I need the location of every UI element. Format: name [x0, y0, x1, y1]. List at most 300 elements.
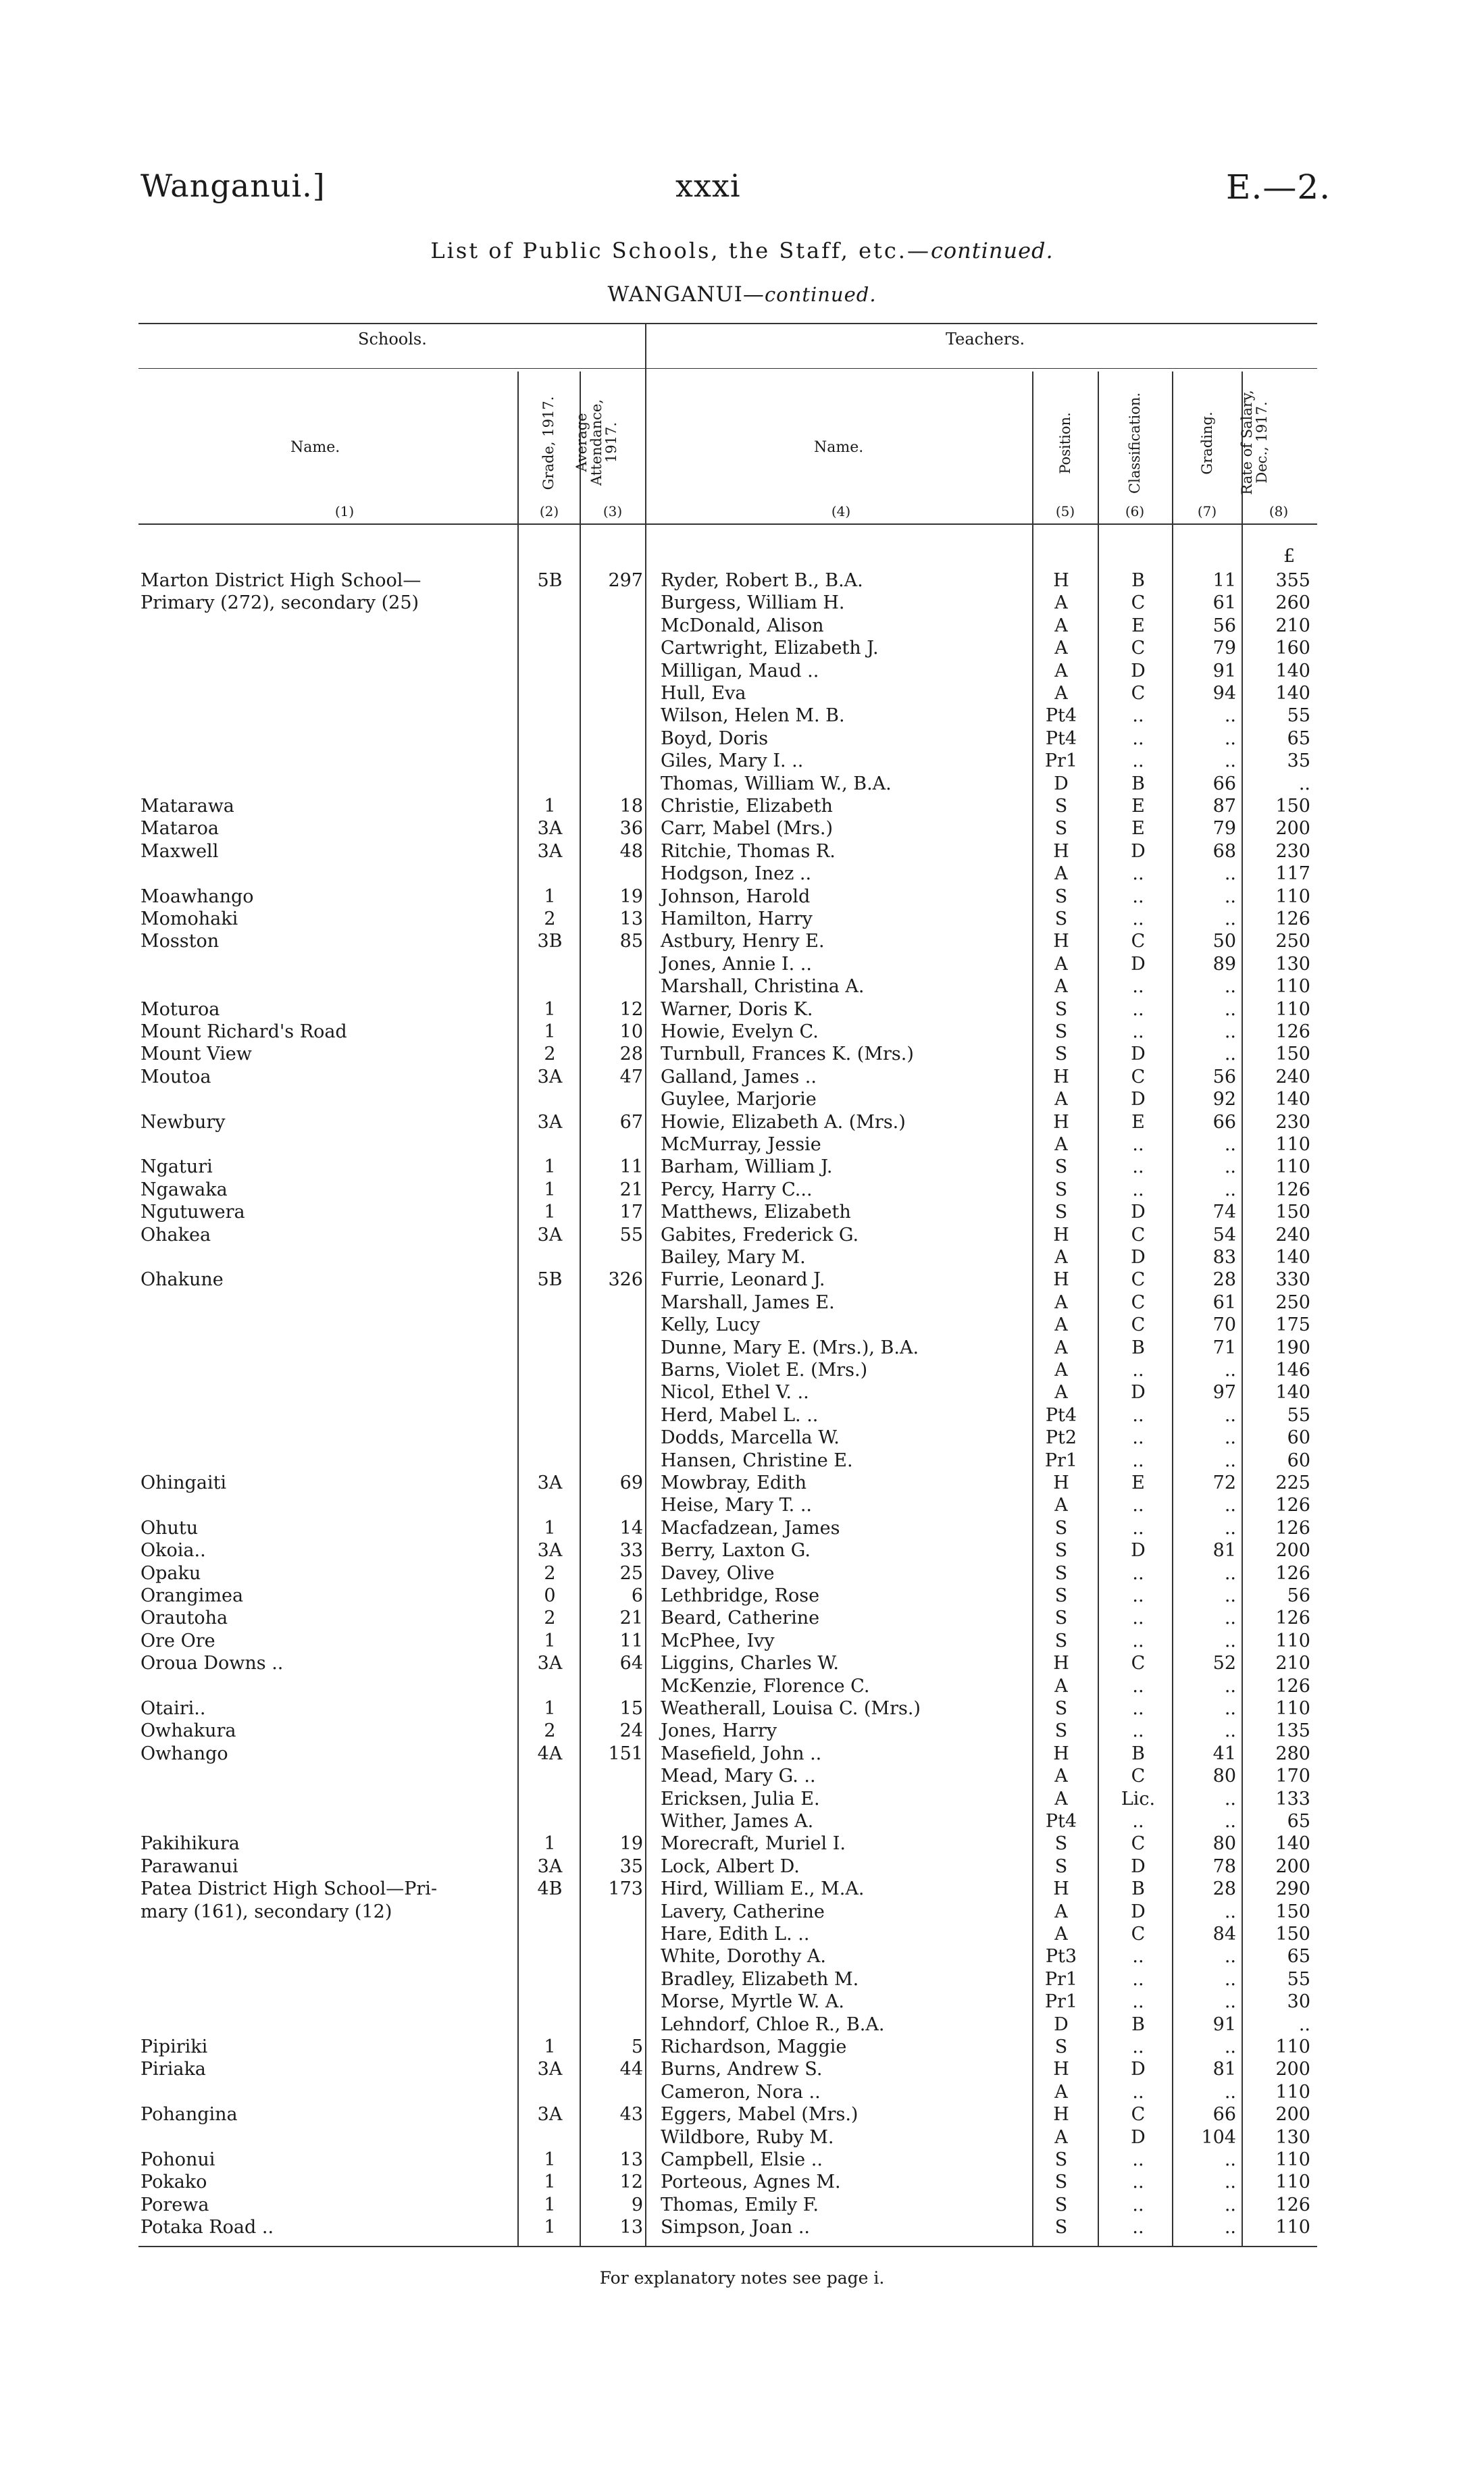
table-bottom-rule [138, 2246, 1317, 2247]
position-cell: S [1054, 1855, 1068, 1877]
grading-cell: .. [1224, 2036, 1236, 2057]
table-row [0, 2103, 1484, 2126]
salary-cell: 60 [1287, 1449, 1310, 1471]
table-row [0, 1539, 1484, 1562]
school-cell: Maxwell [140, 840, 219, 862]
grading-cell: 50 [1212, 931, 1236, 952]
salary-cell: 330 [1275, 1269, 1310, 1291]
teacher-name-cell: Bailey, Mary M. [661, 1247, 806, 1268]
table-row [0, 2149, 1484, 2171]
grading-cell: 80 [1212, 1833, 1236, 1855]
position-cell: S [1054, 1630, 1068, 1651]
classification-cell: .. [1132, 908, 1144, 929]
position-cell: S [1054, 1179, 1068, 1200]
table-row [0, 1901, 1484, 1923]
attendance-cell: 11 [619, 1156, 643, 1178]
salary-cell: 110 [1275, 976, 1310, 998]
classification-cell: D [1131, 1044, 1146, 1065]
position-cell: Pt4 [1045, 727, 1077, 749]
position-cell: H [1053, 1653, 1069, 1674]
table-row [0, 886, 1484, 908]
table-row [0, 1066, 1484, 1088]
teacher-name-cell: Christie, Elizabeth [661, 796, 833, 817]
school-cell: Parawanui [140, 1855, 238, 1877]
table-row [0, 1991, 1484, 2013]
teacher-name-cell: Wilson, Helen M. B. [661, 705, 845, 727]
attendance-cell: 297 [608, 570, 643, 591]
table-row [0, 2081, 1484, 2103]
grade-cell: 3B [537, 931, 563, 952]
table-row [0, 1268, 1484, 1291]
classification-cell: E [1131, 1472, 1145, 1493]
table-row [0, 1832, 1484, 1855]
position-cell: A [1054, 1901, 1068, 1922]
grading-cell: 66 [1212, 773, 1236, 794]
grading-cell: .. [1224, 1449, 1236, 1471]
position-cell: H [1053, 1472, 1069, 1493]
col-num-7: (7) [1197, 503, 1217, 519]
salary-cell: 175 [1275, 1314, 1310, 1336]
position-cell: Pt4 [1045, 1404, 1077, 1426]
salary-cell: 230 [1275, 840, 1310, 862]
grade-cell: 1 [544, 998, 556, 1020]
grading-cell: 52 [1212, 1653, 1236, 1674]
teacher-name-cell: Thomas, William W., B.A. [661, 773, 892, 794]
salary-cell: 110 [1275, 998, 1310, 1020]
school-cell: Ngawaka [140, 1179, 228, 1200]
grading-cell: 81 [1212, 2059, 1236, 2080]
grading-cell: 94 [1212, 683, 1236, 704]
salary-cell: 65 [1287, 1811, 1310, 1832]
teacher-name-cell: Ryder, Robert B., B.A. [661, 570, 863, 591]
grade-cell: 1 [544, 1517, 556, 1539]
salary-cell: 110 [1275, 2217, 1310, 2238]
grading-cell: .. [1224, 2194, 1236, 2215]
classification-cell: B [1131, 2013, 1145, 2035]
teacher-name-cell: Weatherall, Louisa C. (Mrs.) [661, 1698, 921, 1719]
table-row [0, 1201, 1484, 1223]
table-row [0, 1945, 1484, 1968]
teacher-name-cell: Campbell, Elsie .. [661, 2149, 823, 2170]
grade-cell: 5B [537, 570, 563, 591]
salary-cell: 126 [1275, 1675, 1310, 1697]
salary-cell: 55 [1287, 1404, 1310, 1426]
grading-cell: 78 [1212, 1855, 1236, 1877]
salary-cell: 110 [1275, 2172, 1310, 2193]
classification-cell: .. [1132, 1675, 1144, 1697]
school-cell: Pipiriki [140, 2036, 208, 2057]
grading-cell: .. [1224, 1021, 1236, 1042]
grading-cell: 66 [1212, 1111, 1236, 1133]
classification-cell: C [1131, 2104, 1146, 2126]
school-cell: Moawhango [140, 886, 254, 907]
position-cell: D [1054, 2013, 1069, 2035]
classification-cell: C [1131, 592, 1146, 614]
grading-cell: .. [1224, 1495, 1236, 1516]
school-cell: Moturoa [140, 998, 220, 1020]
table-row [0, 1111, 1484, 1133]
school-cell: Porewa [140, 2194, 209, 2215]
classification-cell: .. [1132, 1630, 1144, 1651]
position-cell: S [1054, 796, 1068, 817]
attendance-cell: 14 [619, 1517, 643, 1539]
school-cell: Owhakura [140, 1720, 236, 1742]
grading-cell: .. [1224, 1811, 1236, 1832]
position-cell: A [1054, 1247, 1068, 1268]
grade-cell: 1 [544, 1156, 556, 1178]
salary-cell: 146 [1275, 1360, 1310, 1381]
teacher-name-cell: Berry, Laxton G. [661, 1540, 811, 1562]
position-cell: Pr1 [1044, 1991, 1078, 2013]
teacher-name-cell: Cartwright, Elizabeth J. [661, 638, 879, 659]
school-cell: Momohaki [140, 908, 238, 929]
teachers-group-header: Teachers. [946, 330, 1025, 349]
classification-cell: C [1131, 1224, 1146, 1246]
classification-cell: D [1131, 2126, 1146, 2148]
table-row [0, 930, 1484, 952]
position-cell: H [1053, 1111, 1069, 1133]
teacher-name-cell: Bradley, Elizabeth M. [661, 1968, 859, 1990]
school-cell: Oroua Downs .. [140, 1653, 284, 1674]
teacher-name-cell: Macfadzean, James [661, 1517, 840, 1539]
teacher-name-cell: Gabites, Frederick G. [661, 1224, 859, 1246]
position-cell: Pt3 [1045, 1946, 1077, 1968]
school-cell: Pohangina [140, 2104, 238, 2126]
school-cell: Ore Ore [140, 1630, 215, 1651]
position-cell: Pr1 [1044, 750, 1078, 772]
position-cell: A [1054, 1495, 1068, 1516]
grading-cell: 56 [1212, 615, 1236, 636]
teacher-name-cell: Galland, James .. [661, 1066, 817, 1087]
position-cell: S [1054, 1044, 1068, 1065]
classification-cell: D [1131, 840, 1146, 862]
position-cell: Pt4 [1045, 1811, 1077, 1832]
grading-cell: 84 [1212, 1924, 1236, 1945]
grade-cell: 3A [537, 1066, 563, 1087]
grade-cell: 3A [537, 818, 563, 840]
position-cell: S [1054, 1720, 1068, 1742]
grade-cell: 2 [544, 1562, 556, 1584]
attendance-cell: 11 [619, 1630, 643, 1651]
currency-symbol: £ [1283, 546, 1296, 567]
table-row [0, 1246, 1484, 1268]
grade-cell: 1 [544, 886, 556, 907]
grading-cell: 28 [1212, 1269, 1236, 1291]
salary-cell: 140 [1275, 1089, 1310, 1110]
teacher-name-cell: Barns, Violet E. (Mrs.) [661, 1360, 868, 1381]
grade-cell: 3A [537, 1472, 563, 1493]
attendance-cell: 18 [619, 796, 643, 817]
grading-cell: .. [1224, 1946, 1236, 1968]
table-row [0, 660, 1484, 682]
grading-cell: .. [1224, 1044, 1236, 1065]
position-cell: H [1053, 1878, 1069, 1900]
classification-cell: D [1131, 1540, 1146, 1562]
classification-cell: .. [1132, 1991, 1144, 2013]
salary-cell: 150 [1275, 1924, 1310, 1945]
attendance-cell: 55 [619, 1224, 643, 1246]
grade-cell: 3A [537, 840, 563, 862]
header-bottom-rule [138, 523, 1317, 525]
attendance-cell: 28 [619, 1044, 643, 1065]
school-cell: Ohakea [140, 1224, 211, 1246]
grade-cell: 2 [544, 1608, 556, 1629]
classification-cell: .. [1132, 998, 1144, 1020]
school-cell: mary (161), secondary (12) [140, 1901, 392, 1922]
position-cell: S [1054, 1608, 1068, 1629]
classification-cell: .. [1132, 1427, 1144, 1449]
school-cell: Owhango [140, 1743, 228, 1764]
grade-cell: 1 [544, 2194, 556, 2215]
classification-cell: .. [1132, 1562, 1144, 1584]
position-cell: A [1054, 1788, 1068, 1810]
teacher-name-cell: Wither, James A. [661, 1811, 814, 1832]
salary-cell: 130 [1275, 2126, 1310, 2148]
teacher-name-cell: Astbury, Henry E. [661, 931, 825, 952]
table-row [0, 863, 1484, 885]
attendance-cell: 12 [619, 998, 643, 1020]
teacher-name-cell: Mowbray, Edith [661, 1472, 807, 1493]
position-cell: S [1054, 908, 1068, 929]
table-row [0, 1381, 1484, 1404]
table-row [0, 1359, 1484, 1381]
position-cell: A [1054, 1766, 1068, 1787]
table-row [0, 2171, 1484, 2193]
grading-cell: 91 [1212, 2013, 1236, 2035]
salary-cell: 110 [1275, 2036, 1310, 2057]
salary-cell: 250 [1275, 1291, 1310, 1313]
table-row [0, 953, 1484, 975]
salary-cell: 140 [1275, 660, 1310, 682]
teacher-name-cell: Beard, Catherine [661, 1608, 820, 1629]
grade-cell: 1 [544, 1833, 556, 1855]
grading-cell: .. [1224, 1991, 1236, 2013]
grade-cell: 3A [537, 1224, 563, 1246]
position-cell: S [1054, 2217, 1068, 2238]
table-row [0, 1630, 1484, 1652]
attendance-cell: 44 [619, 2059, 643, 2080]
salary-cell: 210 [1275, 1653, 1310, 1674]
grade-cell: 2 [544, 1720, 556, 1742]
classification-header: Classification. [1127, 392, 1143, 494]
classification-cell: B [1131, 1337, 1145, 1358]
salary-cell: 250 [1275, 931, 1310, 952]
classification-cell: .. [1132, 1449, 1144, 1471]
grading-cell: 89 [1212, 953, 1236, 975]
teacher-name-cell: Masefield, John .. [661, 1743, 822, 1764]
salary-cell: 126 [1275, 1562, 1310, 1584]
salary-cell: 355 [1275, 570, 1310, 591]
position-cell: A [1054, 863, 1068, 885]
grading-cell: 97 [1212, 1382, 1236, 1404]
grade-cell: 1 [544, 1698, 556, 1719]
grade-cell: 3A [537, 1111, 563, 1133]
group-underline-rule [138, 368, 1317, 369]
teacher-name-cell: Nicol, Ethel V. .. [661, 1382, 809, 1404]
grade-cell: 5B [537, 1269, 563, 1291]
grading-cell: 81 [1212, 1540, 1236, 1562]
salary-cell: 30 [1287, 1991, 1310, 2013]
classification-cell: D [1131, 660, 1146, 682]
classification-cell: .. [1132, 1585, 1144, 1606]
classification-cell: .. [1132, 2081, 1144, 2103]
table-row [0, 1472, 1484, 1494]
grade-cell: 1 [544, 2172, 556, 2193]
position-cell: H [1053, 2059, 1069, 2080]
school-cell: Pakihikura [140, 1833, 240, 1855]
position-cell: S [1054, 1833, 1068, 1855]
teacher-name-cell: Dunne, Mary E. (Mrs.), B.A. [661, 1337, 919, 1358]
subtitle-italic: continued. [764, 283, 877, 306]
salary-cell: 65 [1287, 1946, 1310, 1968]
grading-cell: .. [1224, 2217, 1236, 2238]
position-cell: H [1053, 570, 1069, 591]
grading-cell: .. [1224, 908, 1236, 929]
table-row [0, 569, 1484, 592]
grade-cell: 0 [544, 1585, 556, 1606]
salary-cell: 200 [1275, 818, 1310, 840]
attendance-header: Average Attendance, 1917. [573, 399, 619, 486]
table-row [0, 998, 1484, 1021]
footnote: For explanatory notes see page i. [599, 2268, 885, 2288]
teacher-name-cell: Hansen, Christine E. [661, 1449, 853, 1471]
table-row [0, 682, 1484, 704]
grade-cell: 3A [537, 1855, 563, 1877]
classification-cell: .. [1132, 705, 1144, 727]
salary-cell: 126 [1275, 1495, 1310, 1516]
grading-cell: .. [1224, 1788, 1236, 1810]
position-cell: A [1054, 592, 1068, 614]
attendance-cell: 43 [619, 2104, 643, 2126]
grading-cell: .. [1224, 750, 1236, 772]
position-cell: S [1054, 2036, 1068, 2057]
table-row [0, 1562, 1484, 1585]
attendance-cell: 10 [619, 1021, 643, 1042]
classification-cell: D [1131, 1089, 1146, 1110]
table-row [0, 2216, 1484, 2238]
grading-cell: .. [1224, 1608, 1236, 1629]
teacher-name-cell: Herd, Mabel L. .. [661, 1404, 819, 1426]
teacher-name-cell: Furrie, Leonard J. [661, 1269, 825, 1291]
position-cell: A [1054, 1337, 1068, 1358]
salary-cell: 110 [1275, 1156, 1310, 1178]
running-header-left: Wanganui.] [140, 168, 326, 204]
teacher-name-cell: Lavery, Catherine [661, 1901, 825, 1922]
salary-cell: 126 [1275, 1517, 1310, 1539]
teacher-name-cell: Liggins, Charles W. [661, 1653, 839, 1674]
grading-cell: .. [1224, 1517, 1236, 1539]
teacher-name-cell: Morse, Myrtle W. A. [661, 1991, 844, 2013]
salary-cell: 130 [1275, 953, 1310, 975]
teacher-name-cell: Hodgson, Inez .. [661, 863, 812, 885]
attendance-cell: 13 [619, 2217, 643, 2238]
grade-cell: 1 [544, 1202, 556, 1223]
attendance-cell: 326 [608, 1269, 643, 1291]
position-cell: S [1054, 1156, 1068, 1178]
grade-header: Grade, 1917. [540, 396, 557, 490]
salary-cell: 55 [1287, 705, 1310, 727]
table-row [0, 1021, 1484, 1043]
classification-cell: E [1131, 818, 1145, 840]
salary-cell: 150 [1275, 1044, 1310, 1065]
classification-cell: C [1131, 1066, 1146, 1087]
grading-cell: .. [1224, 705, 1236, 727]
classification-cell: .. [1132, 727, 1144, 749]
subtitle-main: WANGANUI— [607, 282, 765, 307]
classification-cell: D [1131, 1901, 1146, 1922]
title-main: List of Public Schools, the Staff, etc.— [430, 238, 931, 263]
classification-cell: C [1131, 683, 1146, 704]
salary-cell: .. [1298, 2013, 1310, 2035]
position-cell: H [1053, 1224, 1069, 1246]
classification-cell: .. [1132, 1021, 1144, 1042]
position-cell: Pr1 [1044, 1449, 1078, 1471]
attendance-cell: 173 [608, 1878, 643, 1900]
salary-cell: 126 [1275, 1179, 1310, 1200]
salary-cell: 200 [1275, 1855, 1310, 1877]
teacher-name-cell: Johnson, Harold [661, 886, 811, 907]
title-italic: continued. [930, 238, 1054, 263]
grading-cell: .. [1224, 1585, 1236, 1606]
attendance-cell: 19 [619, 1833, 643, 1855]
school-cell: Marton District High School— [140, 570, 421, 591]
teacher-name-cell: McPhee, Ivy [661, 1630, 775, 1651]
grading-cell: .. [1224, 1427, 1236, 1449]
school-cell: Ohingaiti [140, 1472, 227, 1493]
classification-cell: C [1131, 1653, 1146, 1674]
salary-cell: 110 [1275, 1134, 1310, 1155]
classification-cell: .. [1132, 2217, 1144, 2238]
salary-cell: 140 [1275, 1247, 1310, 1268]
grading-cell: 104 [1201, 2126, 1236, 2148]
teacher-name-cell: Marshall, Christina A. [661, 976, 865, 998]
running-header-right: E.—2. [1226, 168, 1331, 207]
salary-cell: 210 [1275, 615, 1310, 636]
attendance-cell: 35 [619, 1855, 643, 1877]
salary-cell: 110 [1275, 886, 1310, 907]
grade-cell: 1 [544, 2217, 556, 2238]
grading-cell: 79 [1212, 818, 1236, 840]
attendance-cell: 69 [619, 1472, 643, 1493]
classification-cell: D [1131, 1247, 1146, 1268]
salary-cell: 133 [1275, 1788, 1310, 1810]
teacher-name-cell: McDonald, Alison [661, 615, 824, 636]
classification-cell: .. [1132, 976, 1144, 998]
position-cell: A [1054, 976, 1068, 998]
grading-cell: 83 [1212, 1247, 1236, 1268]
position-cell: S [1054, 998, 1068, 1020]
school-cell: Pohonui [140, 2149, 215, 2170]
attendance-cell: 9 [631, 2194, 643, 2215]
position-cell: H [1053, 1066, 1069, 1087]
position-cell: S [1054, 1562, 1068, 1584]
position-cell: S [1054, 1517, 1068, 1539]
grade-cell: 1 [544, 2036, 556, 2057]
attendance-cell: 5 [631, 2036, 643, 2057]
grade-cell: 2 [544, 908, 556, 929]
grading-cell: .. [1224, 1562, 1236, 1584]
school-cell: Primary (272), secondary (25) [140, 592, 419, 614]
position-cell: D [1054, 773, 1069, 794]
grading-cell: 56 [1212, 1066, 1236, 1087]
grade-cell: 4B [537, 1878, 563, 1900]
position-cell: H [1053, 931, 1069, 952]
table-row [0, 1697, 1484, 1720]
col-num-4: (4) [831, 503, 851, 519]
classification-cell: .. [1132, 2036, 1144, 2057]
salary-cell: 200 [1275, 2059, 1310, 2080]
table-row [0, 2036, 1484, 2058]
